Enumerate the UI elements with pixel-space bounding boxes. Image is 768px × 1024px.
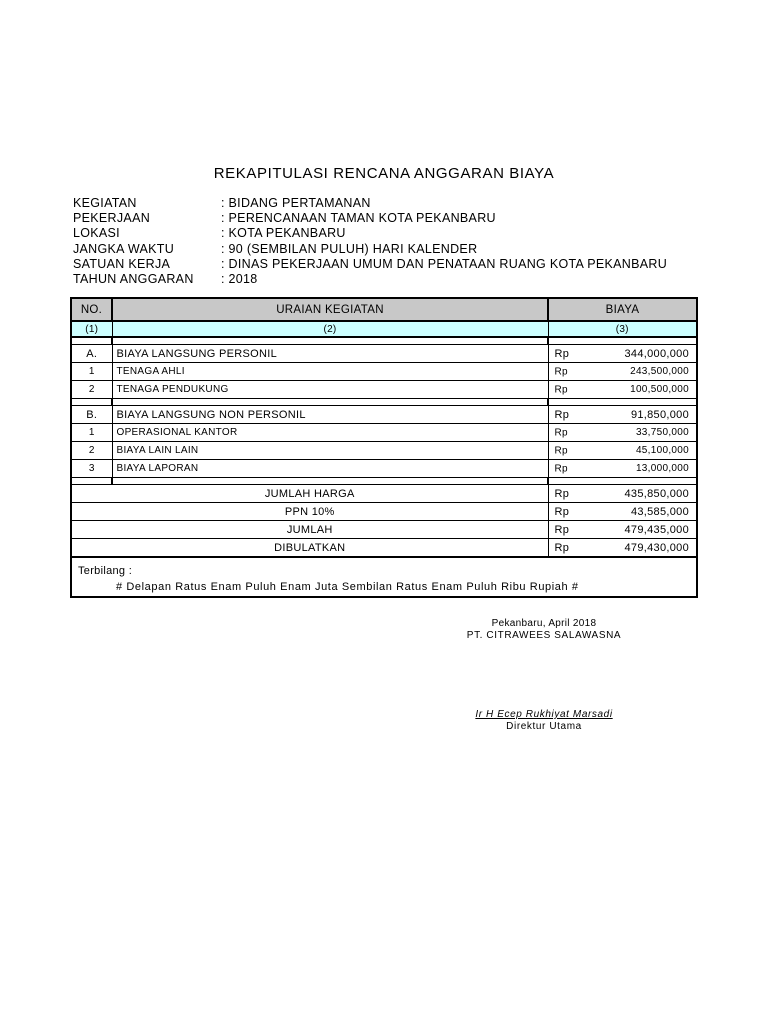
info-row-tahun-anggaran	[73, 272, 667, 287]
currency-label: Rp	[554, 347, 570, 360]
total-row-dibulatkan	[71, 539, 697, 558]
info-label: SATUAN KERJA	[73, 256, 171, 271]
total-cost	[548, 539, 697, 558]
info-value: : BIDANG PERTAMANAN	[221, 196, 371, 210]
row-description: TENAGA AHLI	[112, 363, 548, 381]
row-amount: 100,500,000	[630, 384, 689, 395]
table-row	[71, 363, 697, 381]
row-cost	[548, 381, 697, 399]
currency-label: Rp	[554, 408, 570, 421]
currency-label: Rp	[554, 523, 570, 536]
info-label: LOKASI	[73, 226, 120, 241]
table-subheader-row	[71, 321, 697, 337]
spacer-row	[71, 337, 697, 345]
row-number: 1	[71, 363, 112, 381]
terbilang-label: Terbilang :	[78, 564, 133, 577]
row-number: B.	[71, 406, 112, 424]
info-label: PEKERJAAN	[73, 211, 151, 226]
info-label: JANGKA WAKTU	[73, 241, 175, 256]
total-label: JUMLAH	[71, 521, 548, 539]
subheader-1: (1)	[71, 321, 112, 337]
row-amount: 344,000,000	[624, 347, 689, 360]
total-amount: 479,435,000	[624, 523, 689, 536]
row-cost	[548, 345, 697, 363]
terbilang-text: # Delapan Ratus Enam Puluh Enam Juta Sembilan Ratus Enam Puluh Ribu Rupiah #	[116, 580, 579, 593]
place-date: Pekanbaru, April 2018	[491, 618, 597, 629]
currency-label: Rp	[554, 427, 568, 438]
table-row	[71, 381, 697, 399]
info-row-satuan-kerja	[73, 257, 667, 272]
total-amount: 435,850,000	[624, 487, 689, 500]
row-number: 2	[71, 381, 112, 399]
total-cost	[548, 521, 697, 539]
header-biaya: BIAYA	[548, 298, 697, 321]
total-label: JUMLAH HARGA	[71, 485, 548, 503]
project-info	[73, 196, 667, 287]
info-value: : DINAS PEKERJAAN UMUM DAN PENATAAN RUANG KOTA PEKANBARU	[221, 256, 668, 271]
group-row-b	[71, 406, 697, 424]
info-value: : PERENCANAAN TAMAN KOTA PEKANBARU	[221, 211, 496, 226]
total-row-jumlah	[71, 521, 697, 539]
total-label: DIBULATKAN	[71, 539, 548, 558]
row-cost	[548, 424, 697, 442]
subheader-3: (3)	[548, 321, 697, 337]
budget-table	[70, 297, 698, 598]
company-name: PT. CITRAWEES SALAWASNA	[466, 630, 622, 641]
header-uraian: URAIAN KEGIATAN	[112, 298, 548, 321]
table-row	[71, 424, 697, 442]
row-description: TENAGA PENDUKUNG	[112, 381, 548, 399]
total-row-jumlah-harga	[71, 485, 697, 503]
currency-label: Rp	[554, 463, 568, 474]
total-cost	[548, 503, 697, 521]
table-row	[71, 460, 697, 478]
row-description: BIAYA LANGSUNG PERSONIL	[112, 345, 548, 363]
row-amount: 33,750,000	[635, 427, 689, 438]
signer-position: Direktur Utama	[506, 721, 582, 732]
terbilang-cell	[71, 557, 697, 597]
info-row-lokasi	[73, 226, 667, 241]
info-row-kegiatan	[73, 196, 667, 211]
table-header-row	[71, 298, 697, 321]
terbilang-row	[71, 557, 697, 597]
row-amount: 45,100,000	[635, 445, 689, 456]
row-amount: 243,500,000	[630, 366, 689, 377]
info-value: : 2018	[221, 271, 258, 286]
row-amount: 91,850,000	[630, 408, 689, 421]
currency-label: Rp	[554, 541, 570, 554]
currency-label: Rp	[554, 445, 568, 456]
currency-label: Rp	[554, 384, 568, 395]
row-description: BIAYA LAPORAN	[112, 460, 548, 478]
info-value: : KOTA PEKANBARU	[221, 226, 346, 241]
spacer-row	[71, 478, 697, 485]
row-description: OPERASIONAL KANTOR	[112, 424, 548, 442]
row-cost	[548, 460, 697, 478]
row-cost	[548, 442, 697, 460]
total-amount: 43,585,000	[630, 505, 689, 518]
row-description: BIAYA LAIN LAIN	[112, 442, 548, 460]
currency-label: Rp	[554, 366, 568, 377]
info-value: : 90 (SEMBILAN PULUH) HARI KALENDER	[221, 241, 478, 256]
document-title: REKAPITULASI RENCANA ANGGARAN BIAYA	[213, 165, 555, 182]
info-label: KEGIATAN	[73, 196, 137, 210]
row-number: A.	[71, 345, 112, 363]
group-row-a	[71, 345, 697, 363]
table-row	[71, 442, 697, 460]
signer-name: Ir H Ecep Rukhiyat Marsadi	[475, 709, 613, 720]
row-number: 3	[71, 460, 112, 478]
subheader-2: (2)	[112, 321, 548, 337]
row-description: BIAYA LANGSUNG NON PERSONIL	[112, 406, 548, 424]
total-cost	[548, 485, 697, 503]
currency-label: Rp	[554, 487, 570, 500]
info-label: TAHUN ANGGARAN	[73, 271, 194, 286]
info-row-pekerjaan	[73, 211, 667, 226]
row-amount: 13,000,000	[635, 463, 689, 474]
spacer-row	[71, 399, 697, 406]
total-label: PPN 10%	[71, 503, 548, 521]
row-cost	[548, 406, 697, 424]
row-cost	[548, 363, 697, 381]
header-no: NO.	[71, 298, 112, 321]
total-row-ppn	[71, 503, 697, 521]
info-row-jangka-waktu	[73, 242, 667, 257]
total-amount: 479,430,000	[624, 541, 689, 554]
currency-label: Rp	[554, 505, 570, 518]
row-number: 2	[71, 442, 112, 460]
row-number: 1	[71, 424, 112, 442]
